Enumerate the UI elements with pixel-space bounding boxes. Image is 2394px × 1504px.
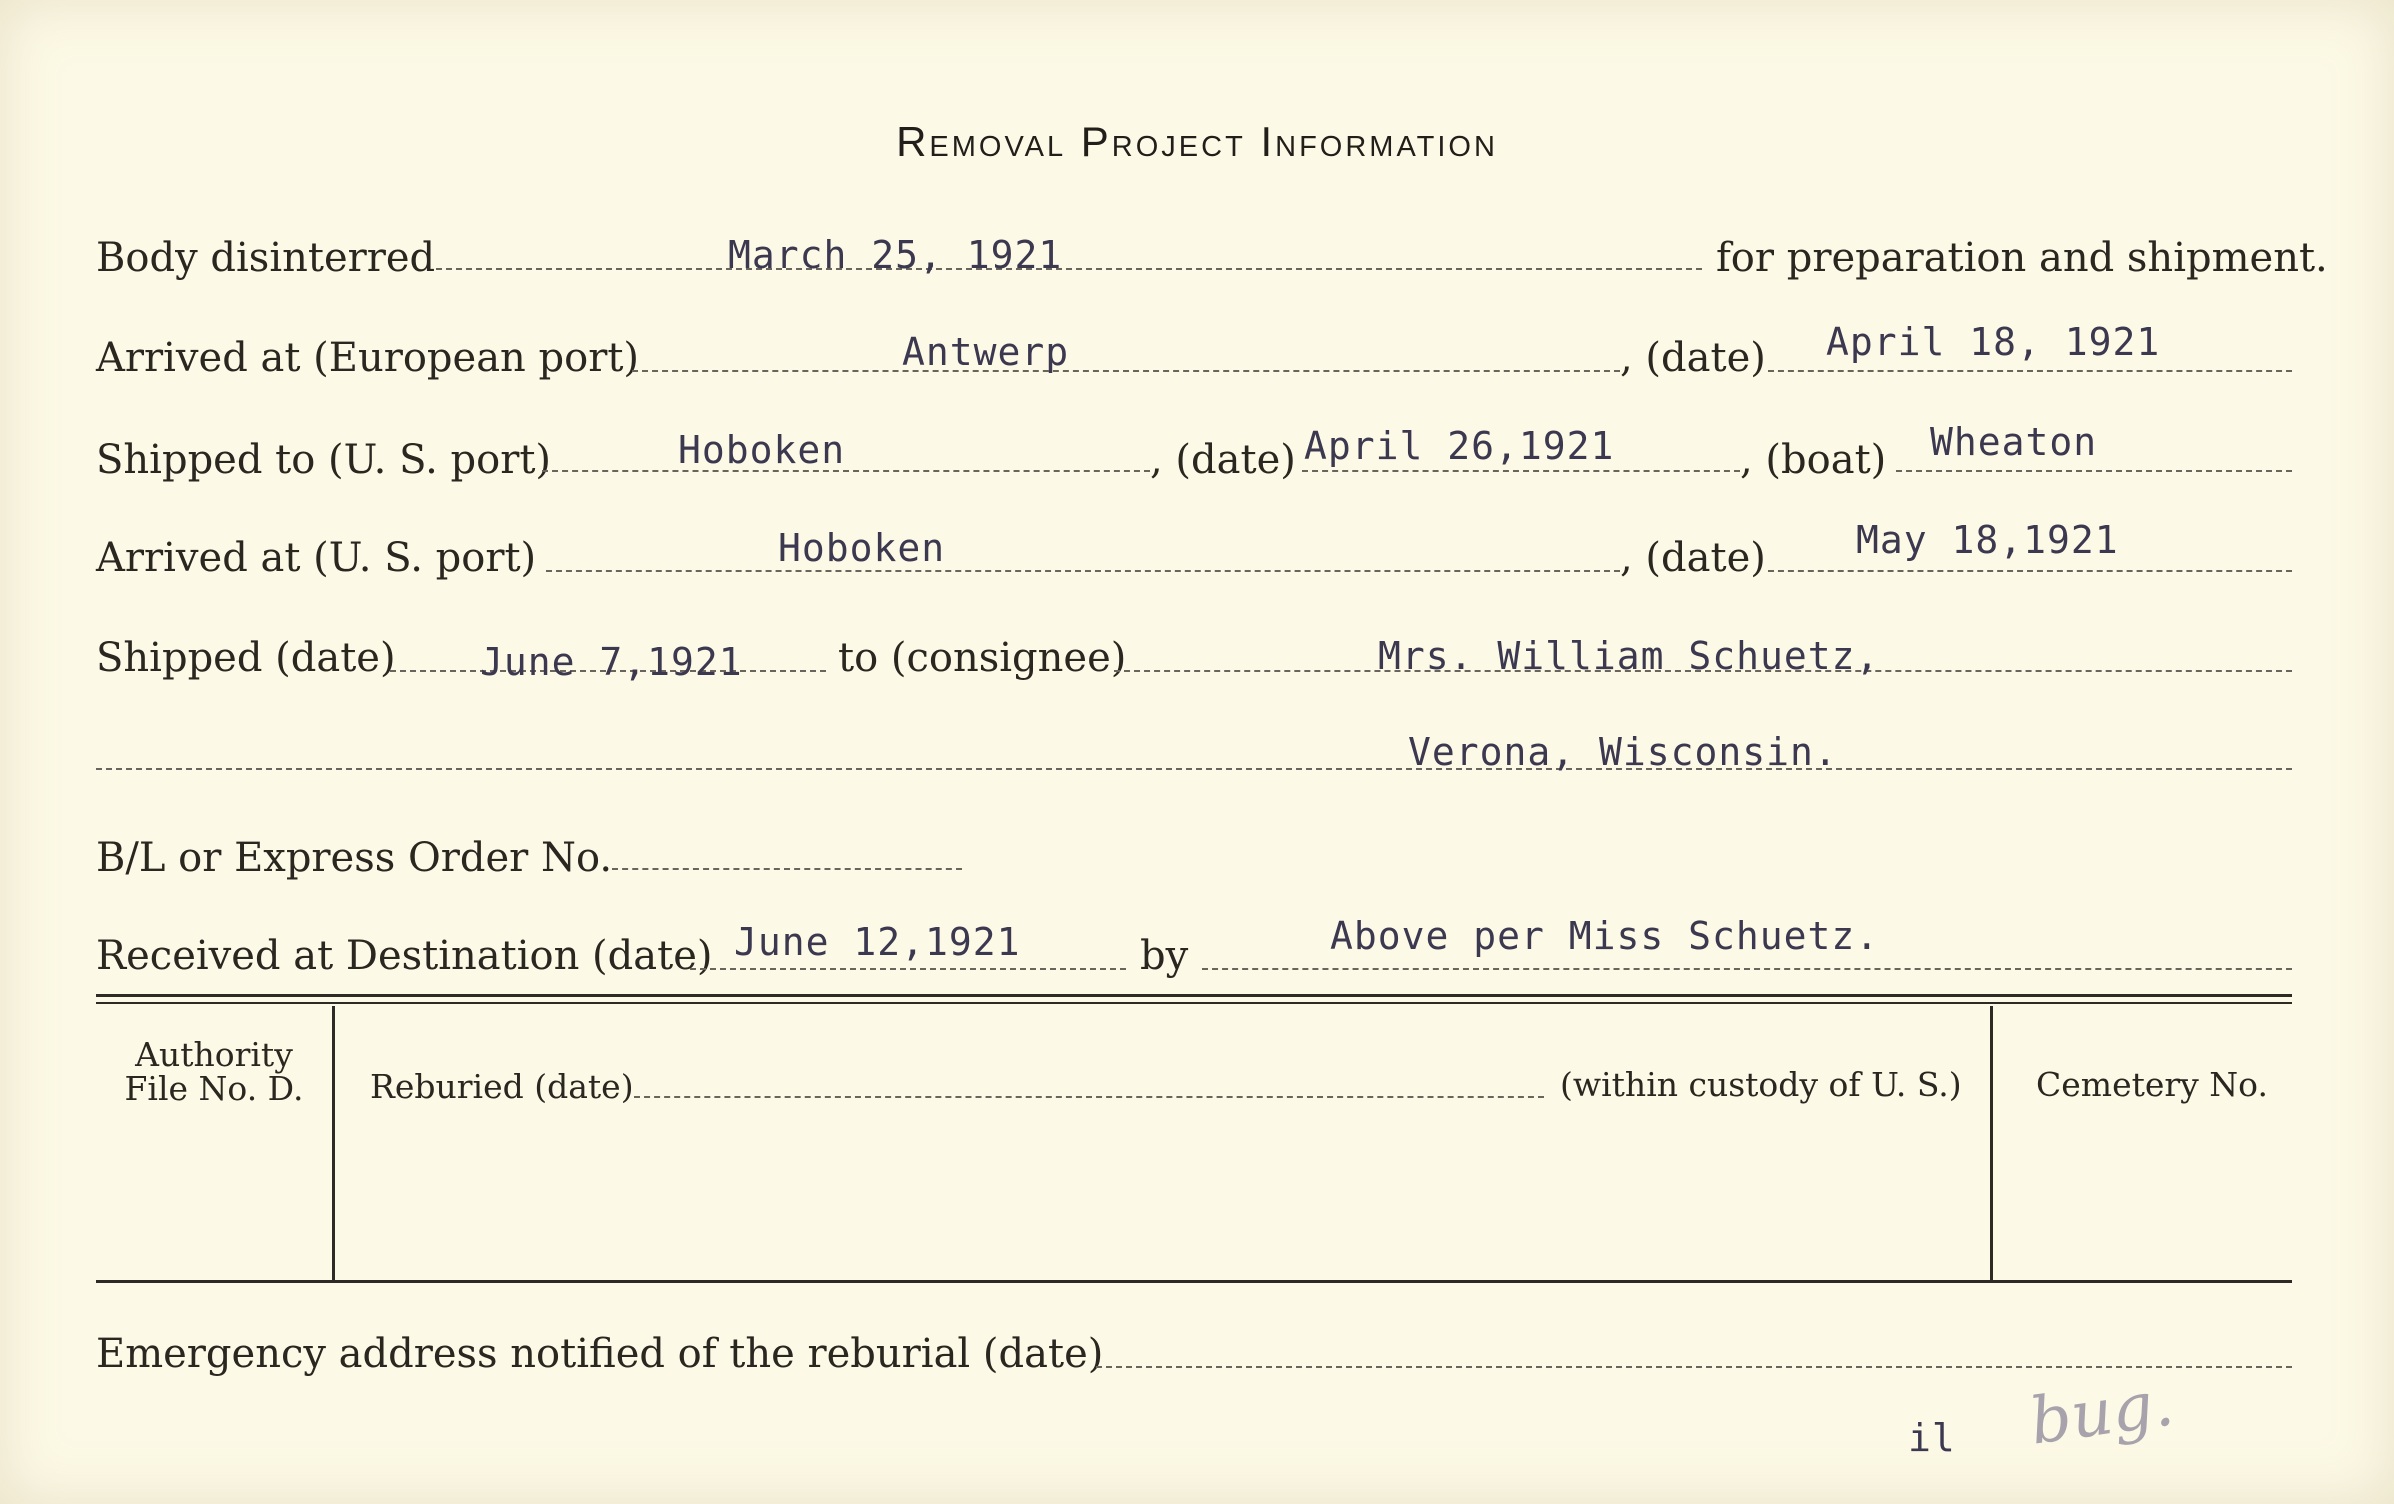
box-divider-left [332, 1006, 335, 1280]
boat-label: , (boat) [1740, 437, 1887, 483]
boat-value: Wheaton [1930, 420, 2098, 464]
consignee-value: Mrs. William Schuetz, [1378, 634, 1880, 678]
bl-express-order-label: B/L or Express Order No. [96, 835, 613, 881]
us-port-shipped-date-value: April 26,1921 [1304, 424, 1615, 468]
us-arrival-date-line [1768, 570, 2292, 572]
european-port-value: Antwerp [902, 330, 1070, 374]
european-arrival-date-value: April 18, 1921 [1826, 320, 2161, 364]
reburied-label: Reburied (date) [370, 1067, 634, 1106]
shipped-date-value: June 7,1921 [480, 640, 743, 684]
reburied-line [634, 1096, 1544, 1098]
us-port-arrived-value: Hoboken [778, 526, 946, 570]
cemetery-no-label: Cemetery No. [2036, 1065, 2268, 1104]
consignee-label: to (consignee) [838, 635, 1127, 681]
footer-code: il [1908, 1416, 1956, 1460]
consignee-address-value: Verona, Wisconsin. [1408, 730, 1838, 774]
boat-line [1896, 470, 2292, 472]
body-disinterred-value: March 25, 1921 [728, 233, 1063, 277]
us-port-shipped-value: Hoboken [678, 428, 846, 472]
european-arrival-date-line [1768, 370, 2292, 372]
us-arrival-date-label: , (date) [1620, 535, 1766, 581]
box-top-rule [96, 994, 2292, 997]
received-by-label: by [1140, 933, 1189, 979]
box-divider-right [1990, 1006, 1993, 1280]
authority-label-line2: File No. D. [124, 1069, 304, 1108]
received-by-line [1202, 968, 2292, 970]
received-by-value: Above per Miss Schuetz. [1330, 914, 1880, 958]
shipped-date-label: Shipped (date) [96, 635, 396, 681]
us-port-shipped-date-line [1302, 470, 1740, 472]
european-port-label: Arrived at (European port) [96, 335, 640, 381]
box-bottom-rule [96, 1280, 2292, 1283]
emergency-address-label: Emergency address notified of the reburial (date) [96, 1331, 1104, 1377]
emergency-address-line [1096, 1366, 2292, 1368]
received-destination-line [690, 968, 1126, 970]
us-port-shipped-date-label: , (date) [1150, 437, 1296, 483]
us-port-arrived-line [546, 570, 1620, 572]
us-arrival-date-value: May 18,1921 [1856, 518, 2119, 562]
bl-express-order-line [612, 868, 962, 870]
handwritten-initials: bug. [2025, 1366, 2178, 1460]
body-disinterred-line [436, 268, 1702, 270]
box-top-rule-inner [96, 1002, 2292, 1004]
form-title: Removal Project Information [896, 118, 1498, 165]
preparation-shipment-label: for preparation and shipment. [1716, 235, 2328, 281]
body-disinterred-label: Body disinterred [96, 235, 436, 281]
received-destination-label: Received at Destination (date) [96, 933, 713, 979]
consignee-continuation-line [96, 768, 2292, 770]
us-port-shipped-label: Shipped to (U. S. port) [96, 437, 551, 483]
european-port-line [632, 370, 1620, 372]
us-port-arrived-label: Arrived at (U. S. port) [96, 535, 537, 581]
custody-label: (within custody of U. S.) [1560, 1065, 1962, 1104]
received-destination-value: June 12,1921 [734, 920, 1021, 964]
authority-label-line1: Authority [135, 1035, 293, 1074]
us-port-shipped-line [542, 470, 1150, 472]
european-arrival-date-label: , (date) [1620, 335, 1766, 381]
